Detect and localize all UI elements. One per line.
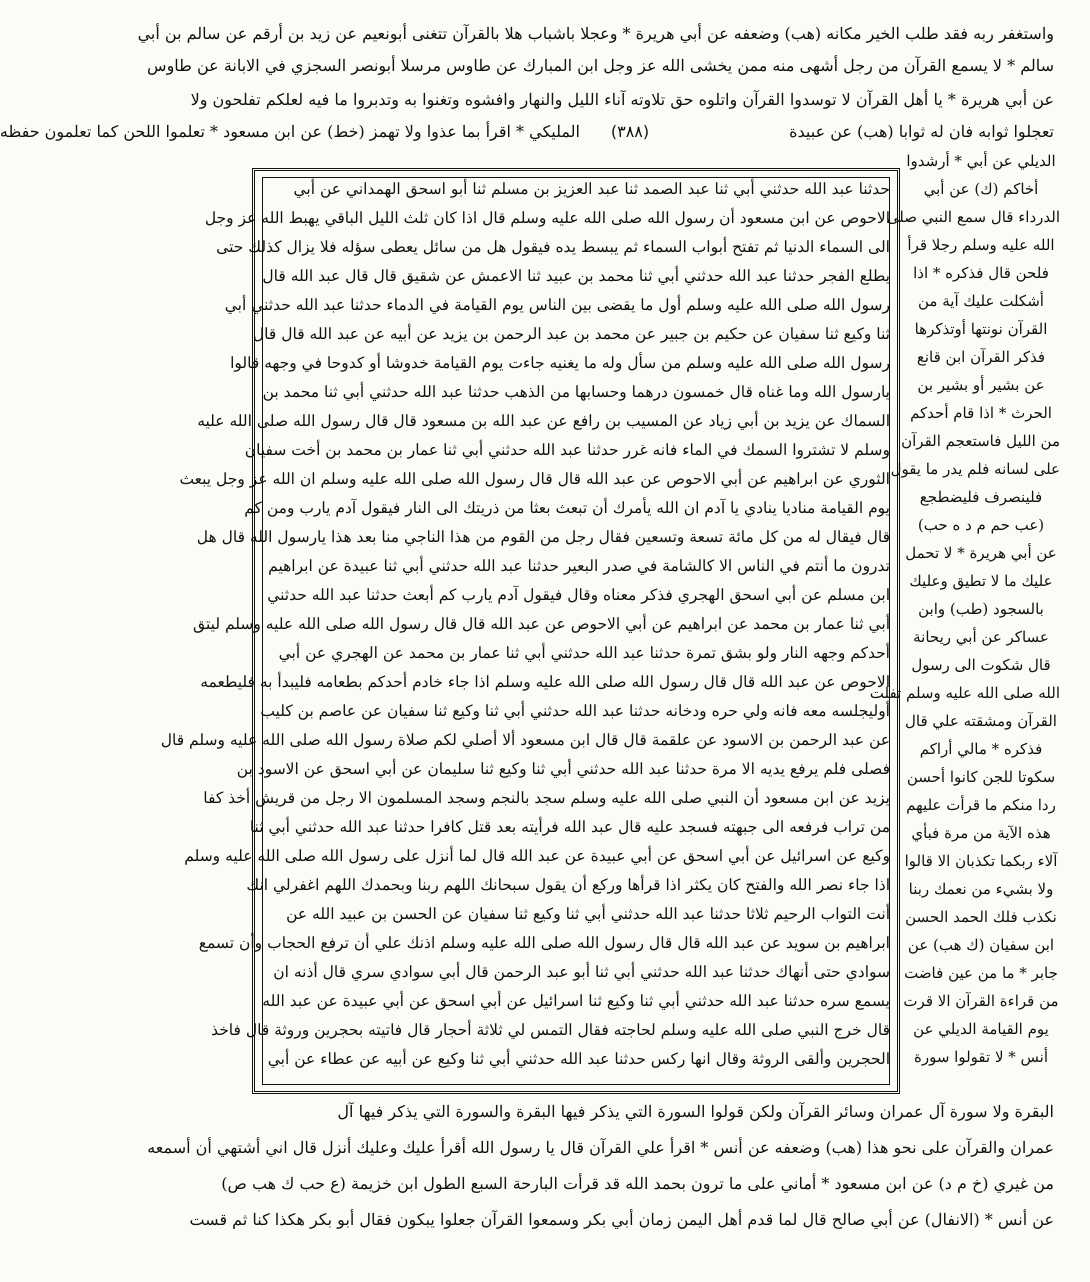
main-line-22: يزيد عن ابن مسعود أن النبي صلى الله عليه وسلم سجد بالنجم وسجد المسلمون الا رجل من قريش أخذ كفا bbox=[203, 789, 890, 807]
side-line-31: من قراءة القرآن الا قرت bbox=[903, 992, 1059, 1010]
main-line-26: أنت التواب الرحيم ثلاثا حدثنا عبد الله حدثني أبي ثنا وكيع ثنا سفيان عن الحسن بن عبيد الله عن bbox=[286, 905, 890, 923]
side-line-6: أشكلت عليك آية من bbox=[918, 292, 1044, 310]
main-line-24: وكيع عن اسرائيل عن أبي اسحق عن أبي عبيدة عن عبد الله قال لما أنزل على رسول الله صلى الله عليه وسلم bbox=[184, 847, 890, 865]
side-line-8: فذكر القرآن ابن قانع bbox=[916, 348, 1046, 366]
main-line-13: قال فيقال له من كل مائة تسعة وتسعين فقال رجل من القوم من هذا الناجي منا بعد هذا يارسول الله قال هل bbox=[196, 528, 890, 546]
top-line-2: سالم * لا يسمع القرآن من رجل أشهى منه ممن يخشى الله عز وجل ابن المبارك عن طاوس مرسلا أبونصر السجزي في الابانة عن طاوس bbox=[147, 56, 1054, 75]
side-line-10: الحرث * اذا قام أحدكم bbox=[910, 404, 1052, 422]
side-line-19: قال شكوت الى رسول bbox=[911, 656, 1051, 674]
side-line-29: ابن سفيان (ك هب) عن bbox=[907, 936, 1055, 954]
top-line-3: عن أبي هريرة * يا أهل القرآن لا توسدوا القرآن واتلوه حق تلاوته آناء الليل والنهار وافشوه وتغنوا به وتدبروا ما فيه لعلكم تفلحون ولا bbox=[190, 90, 1054, 109]
main-line-27: ابراهيم بن سويد عن عبد الله قال قال رسول الله صلى الله عليه وسلم اذنك علي أن ترفع الحجاب وأن تسمع bbox=[198, 934, 890, 952]
main-line-17: أحدكم وجهه النار ولو بشق تمرة حدثنا عبد الله حدثني أبي ثنا عمار بن محمد عن الهجري عن أبي bbox=[278, 644, 890, 662]
top-line-5: المليكي * اقرأ بما عذوا ولا تهمز (خط) عن ابن مسعود * تعلموا اللحن كما تعلمون حفظه bbox=[0, 122, 580, 141]
bottom-line-2: عمران والقرآن على نحو هذا (هب) وضعفه عن أنس * اقرأ علي القرآن قال يا رسول الله أقرأ عليك وعليك أنزل قال اني أشتهي أن أسمعه bbox=[147, 1138, 1054, 1157]
main-line-9: السماك عن يزيد بن أبي زياد عن المسيب بن رافع عن عبد الله بن مسعود قال قال رسول الله صلى الله عليه bbox=[197, 412, 890, 430]
main-line-4: يطلع الفجر حدثنا عبد الله حدثني أبي ثنا محمد بن عبيد ثنا الاعمش عن شقيق قال قال عبد الله قال bbox=[262, 267, 890, 285]
main-line-23: من تراب فرفعه الى جبهته فسجد عليه قال عبد الله فرأيته بعد قتل كافرا حدثنا عبد الله حدثني أبي ثنا bbox=[249, 818, 890, 836]
side-line-23: سكوتا للجن كانوا أحسن bbox=[906, 768, 1056, 786]
side-line-11: من الليل فاستعجم القرآن bbox=[901, 432, 1060, 450]
top-line-4: تعجلوا ثوابه فان له ثوابا (هب) عن عبيدة bbox=[789, 122, 1054, 141]
main-line-2: الاحوص عن ابن مسعود أن رسول الله صلى الله عليه وسلم قال اذا كان ثلث الليل الباقي يهبط الله عز وجل bbox=[204, 209, 890, 227]
side-line-7: القرآن نونتها أوتذكرها bbox=[914, 320, 1048, 338]
main-line-29: يسمع سره حدثنا عبد الله حدثني أبي ثنا وكيع ثنا اسرائيل عن أبي اسحق عن أبي عبيدة عن عبد الله bbox=[262, 992, 890, 1010]
side-line-17: بالسجود (طب) وابن bbox=[918, 600, 1044, 618]
bottom-line-1: البقرة ولا سورة آل عمران وسائر القرآن ولكن قولوا السورة التي يذكر فيها البقرة والسورة التي يذكر فيها آل bbox=[337, 1102, 1054, 1121]
main-line-10: وسلم لا تشتروا السمك في الماء فانه غرر حدثنا عبد الله حدثني أبي ثنا عمار بن محمد بن أخت سفيان bbox=[244, 441, 890, 459]
main-line-12: يوم القيامة مناديا ينادي يا آدم ان الله يأمرك أن تبعث بعثا من ذريتك الى النار فيقول آدم يارب ومن كم bbox=[244, 499, 890, 517]
main-line-6: ثنا وكيع ثنا سفيان عن حكيم بن جبير عن محمد بن عبد الرحمن بن يزيد عن أبيه عن عبد الله قال قال bbox=[252, 325, 890, 343]
main-line-21: فصلى فلم يرفع يديه الا مرة حدثنا عبد الله حدثني أبي ثنا وكيع ثنا سليمان عن أبي اسحق عن الاسود بن bbox=[236, 760, 890, 778]
side-line-26: آلاء ربكما تكذبان الا قالوا bbox=[904, 852, 1058, 870]
side-line-14: (عب حم م د ه حب) bbox=[917, 516, 1045, 534]
bottom-line-4: عن أنس * (الانفال) عن أبي صالح قال لما قدم أهل اليمن زمان أبي بكر وسمعوا القرآن جعلوا يبكون فقال أبو بكر هكذا كنا ثم قست bbox=[189, 1210, 1054, 1229]
side-line-20: الله صلى الله عليه وسلم تفلت bbox=[869, 684, 1060, 702]
top-line-1: واستغفر ربه فقد طلب الخير مكانه (هب) وضعفه عن أبي هريرة * وعجلا باشباب هلا بالقرآن تتغنى أبونعيم عن زيد بن أرقم عن سالم بن أبي bbox=[137, 24, 1054, 43]
side-line-28: نكذب فلك الحمد الحسن bbox=[905, 908, 1057, 926]
main-line-11: الثوري عن ابراهيم عن أبي الاحوص عن عبد الله قال قال رسول الله صلى الله عليه وسلم ان الله عز وجل يبعث bbox=[179, 470, 890, 488]
main-line-18: الاحوص عن عبد الله قال قال رسول الله صلى الله عليه وسلم اذا جاء خادم أحدكم بطعامه فليبدأ به فليطعمه bbox=[200, 673, 890, 691]
main-line-8: يارسول الله وما غناه قال خمسون درهما وحسابها من الذهب حدثنا عبد الله حدثني أبي ثنا محمد بن bbox=[262, 383, 890, 401]
main-line-14: تدرون ما أنتم في الناس الا كالشامة في صدر البعير حدثنا عبد الله حدثني أبي ثنا عبيدة عن ابراهيم bbox=[268, 557, 890, 575]
main-line-15: ابن مسلم عن أبي اسحق الهجري فذكر معناه وقال فيقول آدم يارب كم أبعث حدثنا عبد الله حدثني bbox=[267, 586, 890, 604]
side-line-32: يوم القيامة الديلي عن bbox=[913, 1020, 1049, 1038]
main-line-30: قال خرج النبي صلى الله عليه وسلم لحاجته فقال التمس لي ثلاثة أحجار قال فاتيته بحجرين وروثة قال فاخذ bbox=[211, 1021, 890, 1039]
main-line-19: أوليجلسه معه فانه ولي حره ودخانه حدثنا عبد الله حدثني أبي ثنا وكيع ثنا سفيان عن عاصم بن كليب bbox=[260, 702, 890, 720]
main-line-3: الى السماء الدنيا ثم تفتح أبواب السماء ثم يبسط يده فيقول هل من سائل يعطى سؤله فلا يزال كذلك حتى bbox=[216, 238, 890, 256]
side-line-33: أنس * لا تقولوا سورة bbox=[913, 1048, 1048, 1066]
side-line-9: عن بشير أو بشير بن bbox=[917, 376, 1045, 394]
side-line-24: ردا منكم ما قرأت عليهم bbox=[906, 796, 1056, 814]
side-line-22: فذكره * مالي أراكم bbox=[919, 740, 1043, 758]
side-line-16: عليك ما لا تطيق وعليك bbox=[909, 572, 1053, 590]
side-line-1: الديلي عن أبي * أرشدوا bbox=[906, 152, 1056, 170]
main-line-5: رسول الله صلى الله عليه وسلم أول ما يقضى بين الناس يوم القيامة في الدماء حدثنا عبد الله حدثني أبي bbox=[224, 296, 890, 314]
bottom-line-3: من غيري (خ م د) عن ابن مسعود * أماني على ما ترون بحمد الله قد قرأت البارحة السبع الطول ابن خزيمة (ع حب ك هب ص) bbox=[221, 1174, 1054, 1193]
main-line-20: عن عبد الرحمن بن الاسود عن علقمة قال قال ابن مسعود ألا أصلي لكم صلاة رسول الله صلى الله عليه وسلم قال bbox=[160, 731, 890, 749]
main-line-7: رسول الله صلى الله عليه وسلم من سأل وله ما يغنيه جاءت يوم القيامة خدوشا أو كدوحا في وجهه قالوا bbox=[230, 354, 890, 372]
main-line-16: أبي ثنا عمار بن محمد عن ابراهيم عن أبي الاحوص عن عبد الله قال قال رسول الله صلى الله عليه وسلم ليتق bbox=[193, 615, 890, 633]
side-line-13: فلينصرف فليضطجع bbox=[919, 488, 1043, 506]
side-line-3: الدرداء قال سمع النبي صلى bbox=[886, 208, 1060, 226]
main-line-31: الحجرين وألقى الروثة وقال انها ركس حدثنا عبد الله حدثني أبي ثنا وكيع عن أبيه عن عطاء عن أبي bbox=[267, 1050, 890, 1068]
side-line-15: عن أبي هريرة * لا تحمل bbox=[905, 544, 1057, 562]
page-number: (٣٨٨) bbox=[610, 122, 650, 141]
side-line-5: فلحن قال فذكره * اذا bbox=[913, 264, 1049, 282]
side-line-4: الله عليه وسلم رجلا قرأ bbox=[907, 236, 1055, 254]
side-line-27: ولا بشيء من نعمك ربنا bbox=[908, 880, 1054, 898]
side-line-21: القرآن ومشقته علي قال bbox=[905, 712, 1057, 730]
side-line-25: هذه الآية من مرة فبأي bbox=[911, 824, 1051, 842]
side-line-2: أخاكم (ك) عن أبي bbox=[923, 180, 1039, 198]
main-line-1: حدثنا عبد الله حدثني أبي ثنا عبد الصمد ثنا عبد العزيز بن مسلم ثنا أبو اسحق الهمداني عن أبي bbox=[293, 180, 890, 198]
side-line-30: جابر * ما من عين فاضت bbox=[904, 964, 1058, 982]
side-line-12: على لسانه فلم يدر ما يقول bbox=[890, 460, 1060, 478]
side-line-18: عساكر عن أبي ريحانة bbox=[913, 628, 1049, 646]
main-line-25: اذا جاء نصر الله والفتح كان يكثر اذا قرأها وركع أن يقول سبحانك اللهم ربنا وبحمدك اللهم اغفرلي انك bbox=[246, 876, 890, 894]
main-line-28: سوادي حتى أنهاك حدثنا عبد الله حدثني أبي ثنا أبو عبد الرحمن قال أبي سوادي سري قال أذنه ان bbox=[273, 963, 890, 981]
